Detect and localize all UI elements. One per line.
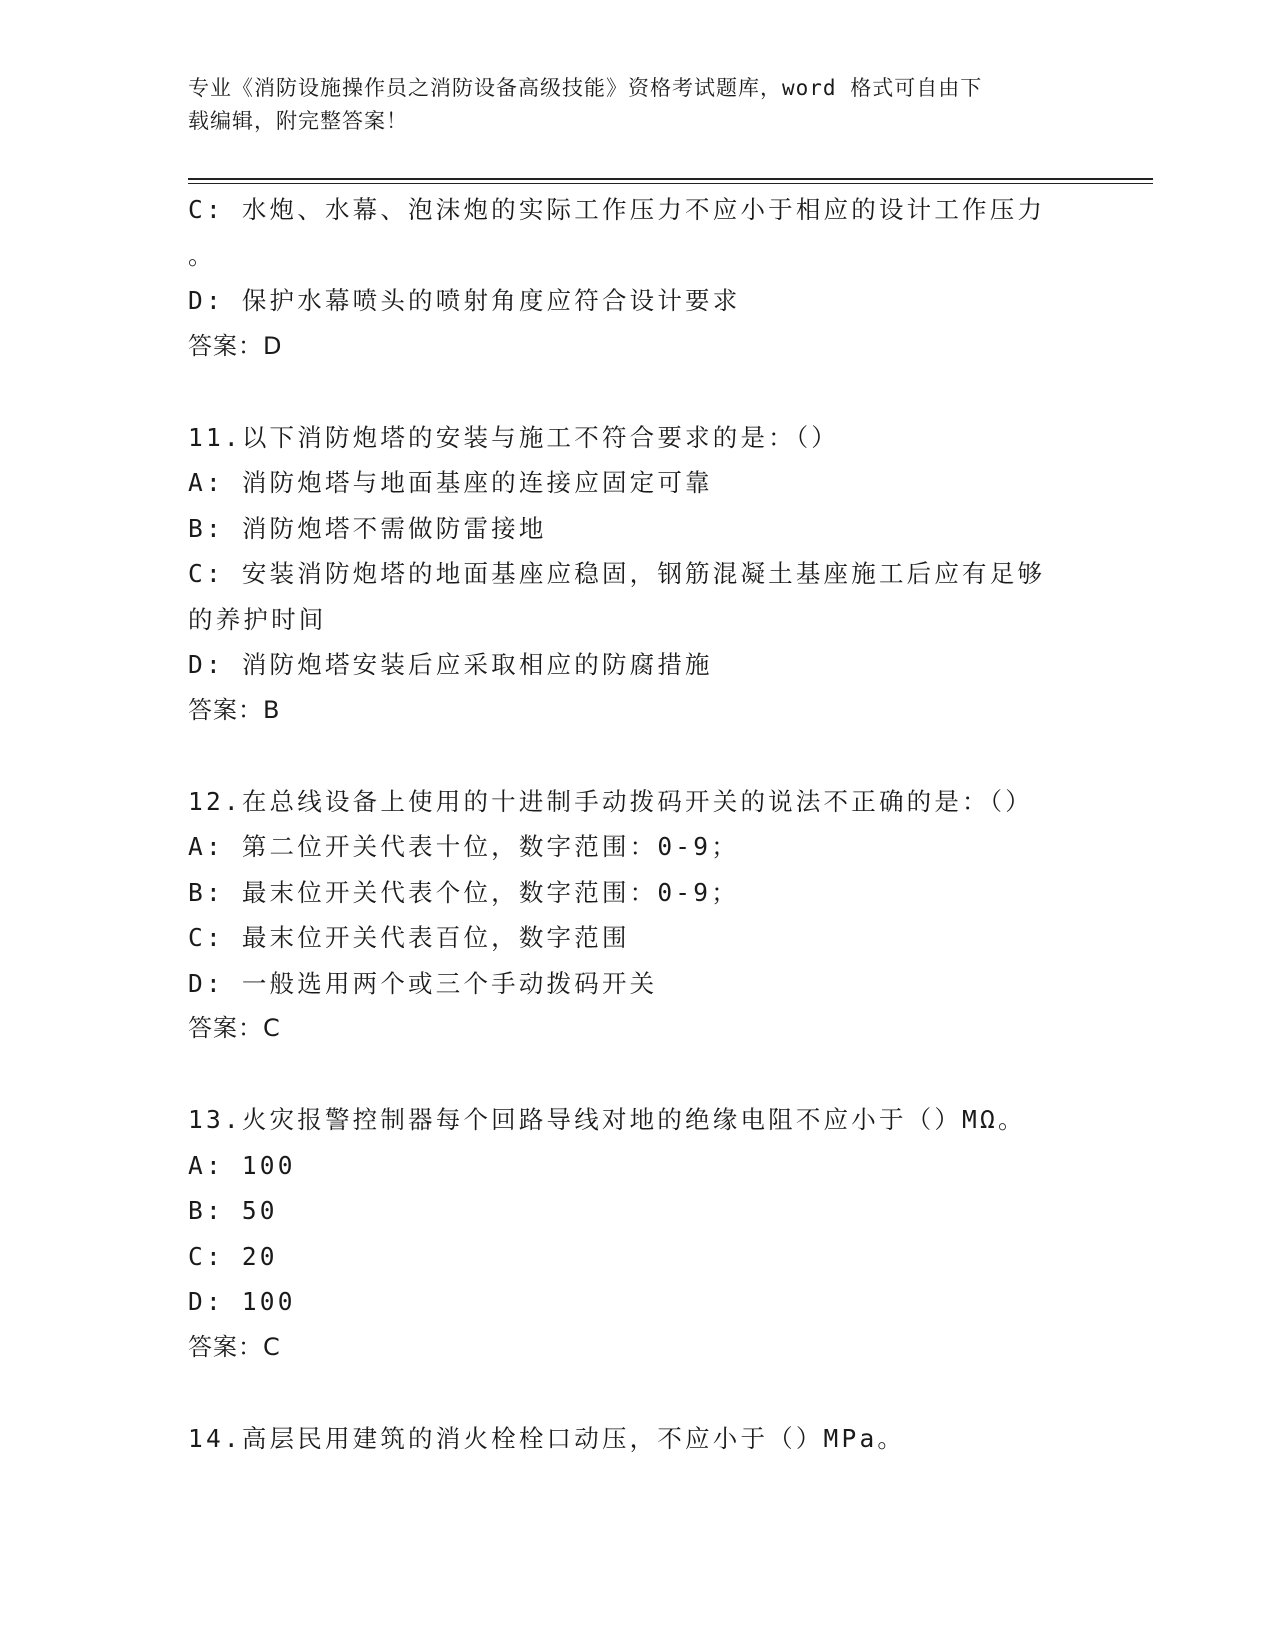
question-text: 12.在总线设备上使用的十进制手动拨码开关的说法不正确的是：（）: [188, 786, 1033, 816]
option-b: B: 消防炮塔不需做防雷接地: [188, 513, 547, 543]
spacer: [188, 1052, 1088, 1098]
spacer: [188, 369, 1088, 415]
option-a: A: 消防炮塔与地面基座的连接应固定可靠: [188, 468, 713, 497]
question-14: [188, 1416, 1088, 1462]
answer-label: 答案：B: [188, 695, 281, 724]
header-rule-thin: [188, 183, 1153, 184]
option-d: D: 一般选用两个或三个手动拨码开关: [188, 968, 658, 998]
answer-label: 答案：D: [188, 331, 283, 360]
option-a: A: 100: [188, 1150, 296, 1180]
option-c: C: 20: [188, 1241, 278, 1271]
question-10: [188, 187, 1088, 369]
question-text: 13.火灾报警控制器每个回路导线对地的绝缘电阻不应小于（）MΩ。: [188, 1105, 1026, 1134]
spacer: [188, 733, 1088, 779]
option-c-line-2: 。: [188, 240, 216, 270]
option-d: D: 消防炮塔安装后应采取相应的防腐措施: [188, 650, 713, 679]
option-c-line-1: C: 安装消防炮塔的地面基座应稳固，钢筋混凝土基座施工后应有足够: [188, 559, 1046, 588]
header-rule-thick: [188, 178, 1153, 180]
option-d: D: 保护水幕喷头的喷射角度应符合设计要求: [188, 286, 741, 315]
question-text: 14.高层民用建筑的消火栓栓口动压，不应小于（）MPa。: [188, 1423, 906, 1453]
answer-label: 答案：C: [188, 1014, 281, 1042]
option-c: C: 最末位开关代表百位，数字范围: [188, 923, 630, 952]
question-11: [188, 415, 1088, 734]
question-13: [188, 1097, 1088, 1370]
option-b: B: 最末位开关代表个位，数字范围：0-9；: [188, 877, 739, 907]
option-c-line-2: 的养护时间: [188, 604, 327, 634]
option-a: A: 第二位开关代表十位，数字范围：0-9；: [188, 832, 739, 861]
header-line-2: 载编辑，附完整答案！: [188, 109, 408, 133]
option-d: D: 100: [188, 1287, 296, 1316]
question-text: 11.以下消防炮塔的安装与施工不符合要求的是：（）: [188, 422, 839, 452]
header-line-1: 专业《消防设施操作员之消防设备高级技能》资格考试题库，word 格式可自由下: [188, 76, 983, 100]
question-list: [188, 187, 1088, 1461]
spacer: [188, 1370, 1088, 1416]
answer-label: 答案：C: [188, 1332, 281, 1361]
option-c-line-1: C: 水炮、水幕、泡沫炮的实际工作压力不应小于相应的设计工作压力: [188, 195, 1046, 224]
question-12: [188, 779, 1088, 1052]
document-header: [188, 72, 1088, 138]
option-b: B: 50: [188, 1196, 278, 1225]
